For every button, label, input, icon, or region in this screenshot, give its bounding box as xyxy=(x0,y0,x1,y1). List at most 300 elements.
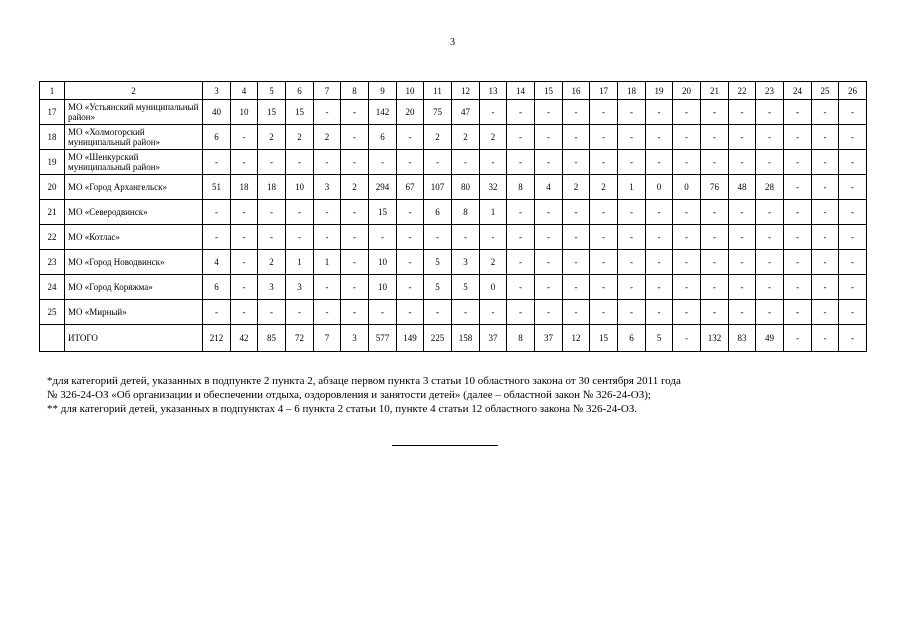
table-row xyxy=(40,125,867,150)
table-cell: 6 xyxy=(369,125,397,150)
table-cell: - xyxy=(397,275,424,300)
table-cell: - xyxy=(701,125,729,150)
column-header: 5 xyxy=(258,82,286,100)
table-cell: - xyxy=(535,250,563,275)
row-number: 20 xyxy=(40,175,65,200)
table-cell: - xyxy=(563,275,590,300)
table-cell: 6 xyxy=(203,275,231,300)
table-cell: 37 xyxy=(535,325,563,352)
table-cell: 1 xyxy=(618,175,646,200)
table-cell: 40 xyxy=(203,100,231,125)
table-cell: 0 xyxy=(646,175,673,200)
table-cell: 2 xyxy=(590,175,618,200)
signature-line xyxy=(392,445,498,446)
table-cell: - xyxy=(341,125,369,150)
table-cell: 42 xyxy=(231,325,258,352)
table-cell: - xyxy=(646,300,673,325)
table-cell: 8 xyxy=(507,325,535,352)
table-cell: - xyxy=(784,250,812,275)
table-cell: - xyxy=(673,250,701,275)
row-number: 17 xyxy=(40,100,65,125)
table-cell: 51 xyxy=(203,175,231,200)
table-cell: - xyxy=(286,225,314,250)
table-cell: 7 xyxy=(314,325,341,352)
table-cell: 6 xyxy=(203,125,231,150)
table-cell: - xyxy=(784,300,812,325)
table-row xyxy=(40,250,867,275)
table-cell: 3 xyxy=(452,250,480,275)
table-cell: 577 xyxy=(369,325,397,352)
column-header: 19 xyxy=(646,82,673,100)
table-cell: - xyxy=(812,150,839,175)
table-cell: 2 xyxy=(424,125,452,150)
table-cell: - xyxy=(812,100,839,125)
table-cell: - xyxy=(590,275,618,300)
table-cell: - xyxy=(756,150,784,175)
table-cell: 10 xyxy=(369,250,397,275)
column-header: 9 xyxy=(369,82,397,100)
table-cell: - xyxy=(812,300,839,325)
table-cell: - xyxy=(618,100,646,125)
table-cell: - xyxy=(729,300,756,325)
table-cell: - xyxy=(314,300,341,325)
table-cell: - xyxy=(701,225,729,250)
table-cell: - xyxy=(784,175,812,200)
table-cell: 10 xyxy=(286,175,314,200)
table-cell: 28 xyxy=(756,175,784,200)
table-cell: - xyxy=(369,225,397,250)
table-cell: - xyxy=(590,100,618,125)
column-header: 3 xyxy=(203,82,231,100)
table-cell: - xyxy=(784,275,812,300)
table-cell: - xyxy=(646,100,673,125)
table-cell: - xyxy=(839,275,867,300)
table-cell: 149 xyxy=(397,325,424,352)
column-header: 15 xyxy=(535,82,563,100)
table-cell: - xyxy=(701,300,729,325)
column-header: 24 xyxy=(784,82,812,100)
statistics-table xyxy=(39,81,867,352)
table-cell: - xyxy=(397,250,424,275)
table-cell: - xyxy=(618,275,646,300)
table-cell: - xyxy=(729,150,756,175)
table-cell: - xyxy=(756,225,784,250)
table-cell: - xyxy=(729,275,756,300)
municipality-name: МО «Мирный» xyxy=(65,300,203,325)
table-cell: - xyxy=(756,125,784,150)
column-header: 22 xyxy=(729,82,756,100)
table-cell: - xyxy=(258,150,286,175)
table-cell: 2 xyxy=(258,250,286,275)
table-cell: 158 xyxy=(452,325,480,352)
row-number: 23 xyxy=(40,250,65,275)
table-cell: 10 xyxy=(231,100,258,125)
table-cell: - xyxy=(231,300,258,325)
column-header: 7 xyxy=(314,82,341,100)
table-cell: - xyxy=(673,325,701,352)
table-cell: - xyxy=(452,225,480,250)
page-number: 3 xyxy=(450,37,455,48)
column-header: 4 xyxy=(231,82,258,100)
table-cell: 20 xyxy=(397,100,424,125)
table-cell: - xyxy=(286,300,314,325)
column-header: 6 xyxy=(286,82,314,100)
table-cell: 8 xyxy=(452,200,480,225)
table-cell: 15 xyxy=(258,100,286,125)
table-cell: - xyxy=(812,175,839,200)
table-cell: - xyxy=(729,250,756,275)
table-cell: - xyxy=(701,100,729,125)
column-header: 10 xyxy=(397,82,424,100)
table-cell: - xyxy=(535,275,563,300)
table-cell: - xyxy=(618,300,646,325)
table-cell: - xyxy=(258,225,286,250)
table-cell: - xyxy=(673,225,701,250)
table-cell: 5 xyxy=(424,275,452,300)
column-header: 11 xyxy=(424,82,452,100)
table-cell: - xyxy=(839,175,867,200)
table-cell: - xyxy=(397,150,424,175)
footnote-line: № 326-24-ОЗ «Об организации и обеспечении отдыха, оздоровления и занятости детей» (далее – областной закон № 326-24-ОЗ); xyxy=(47,389,651,401)
table-cell: 1 xyxy=(480,200,507,225)
table-cell: - xyxy=(507,275,535,300)
table-cell: - xyxy=(507,100,535,125)
table-cell: - xyxy=(424,225,452,250)
table-cell: 15 xyxy=(590,325,618,352)
table-cell: - xyxy=(729,100,756,125)
table-cell: 47 xyxy=(452,100,480,125)
table-cell: - xyxy=(369,300,397,325)
table-cell: 0 xyxy=(480,275,507,300)
table-cell: - xyxy=(673,125,701,150)
table-row xyxy=(40,175,867,200)
table-cell: 2 xyxy=(258,125,286,150)
table-cell: - xyxy=(452,150,480,175)
table-cell: 3 xyxy=(341,325,369,352)
footnote-line: ** для категорий детей, указанных в подпунктах 4 – 6 пункта 2 статьи 10, пункте 4 статьи 12 областного закона № 326-24-ОЗ. xyxy=(47,403,638,415)
table-cell: - xyxy=(590,250,618,275)
table-cell: - xyxy=(756,200,784,225)
table-cell: - xyxy=(424,150,452,175)
table-cell: - xyxy=(839,325,867,352)
table-cell: - xyxy=(452,300,480,325)
table-cell: 80 xyxy=(452,175,480,200)
table-row xyxy=(40,300,867,325)
table-cell: - xyxy=(341,250,369,275)
table-cell: - xyxy=(314,275,341,300)
row-number: 22 xyxy=(40,225,65,250)
table-cell: - xyxy=(729,225,756,250)
column-header: 1 xyxy=(40,82,65,100)
table-cell: - xyxy=(729,125,756,150)
table-cell: - xyxy=(507,250,535,275)
column-header: 26 xyxy=(839,82,867,100)
table-cell: - xyxy=(203,150,231,175)
table-cell: - xyxy=(701,275,729,300)
table-cell: 32 xyxy=(480,175,507,200)
table-cell: - xyxy=(563,200,590,225)
table-cell: - xyxy=(507,150,535,175)
table-cell: 2 xyxy=(563,175,590,200)
table-cell: - xyxy=(590,300,618,325)
table-cell: - xyxy=(701,150,729,175)
column-header: 23 xyxy=(756,82,784,100)
table-cell: - xyxy=(839,125,867,150)
column-header: 12 xyxy=(452,82,480,100)
table-cell: 72 xyxy=(286,325,314,352)
table-cell: - xyxy=(646,275,673,300)
table-cell: - xyxy=(258,300,286,325)
column-header: 16 xyxy=(563,82,590,100)
table-cell: - xyxy=(507,200,535,225)
table-cell: - xyxy=(756,100,784,125)
municipality-name: МО «Город Архангельск» xyxy=(65,175,203,200)
table-cell: - xyxy=(535,125,563,150)
table-cell: - xyxy=(784,150,812,175)
table-cell: - xyxy=(673,300,701,325)
table-cell: 6 xyxy=(424,200,452,225)
row-number: 18 xyxy=(40,125,65,150)
table-cell: - xyxy=(231,150,258,175)
table-cell: 75 xyxy=(424,100,452,125)
table-cell: - xyxy=(590,200,618,225)
table-cell: - xyxy=(701,250,729,275)
row-number: 24 xyxy=(40,275,65,300)
table-cell: - xyxy=(812,225,839,250)
table-cell: - xyxy=(756,300,784,325)
table-cell: 5 xyxy=(646,325,673,352)
table-cell: - xyxy=(480,225,507,250)
table-cell: - xyxy=(563,100,590,125)
table-cell: - xyxy=(784,100,812,125)
row-number: 25 xyxy=(40,300,65,325)
table-cell: - xyxy=(535,225,563,250)
table-cell: - xyxy=(618,150,646,175)
table-cell: - xyxy=(839,300,867,325)
table-cell: - xyxy=(784,200,812,225)
table-cell: 3 xyxy=(258,275,286,300)
table-cell: 1 xyxy=(286,250,314,275)
table-cell: - xyxy=(839,200,867,225)
municipality-name: МО «Город Коряжма» xyxy=(65,275,203,300)
table-cell: - xyxy=(839,225,867,250)
table-cell: - xyxy=(314,225,341,250)
table-cell: 294 xyxy=(369,175,397,200)
table-cell: - xyxy=(618,250,646,275)
table-cell: - xyxy=(673,150,701,175)
table-cell: - xyxy=(480,150,507,175)
column-header: 2 xyxy=(65,82,203,100)
column-header: 17 xyxy=(590,82,618,100)
table-cell: - xyxy=(480,100,507,125)
table-cell: - xyxy=(563,300,590,325)
table-cell: 85 xyxy=(258,325,286,352)
table-cell: - xyxy=(784,325,812,352)
table-cell: 4 xyxy=(535,175,563,200)
row-number: 21 xyxy=(40,200,65,225)
table-cell: - xyxy=(258,200,286,225)
table-cell: - xyxy=(341,300,369,325)
table-cell: - xyxy=(535,200,563,225)
table-cell: 76 xyxy=(701,175,729,200)
column-header: 13 xyxy=(480,82,507,100)
table-row xyxy=(40,225,867,250)
table-cell: - xyxy=(563,250,590,275)
table-cell: 10 xyxy=(369,275,397,300)
table-cell: - xyxy=(203,300,231,325)
table-cell: - xyxy=(535,100,563,125)
table-cell: 212 xyxy=(203,325,231,352)
table-cell: 142 xyxy=(369,100,397,125)
table-cell: - xyxy=(729,200,756,225)
table-cell: - xyxy=(231,250,258,275)
table-cell: 132 xyxy=(701,325,729,352)
table-cell: 5 xyxy=(452,275,480,300)
table-cell: - xyxy=(231,275,258,300)
table-cell: - xyxy=(618,200,646,225)
table-cell: 18 xyxy=(258,175,286,200)
table-cell: 2 xyxy=(314,125,341,150)
table-cell: - xyxy=(590,125,618,150)
table-cell: 8 xyxy=(507,175,535,200)
table-cell: - xyxy=(618,125,646,150)
table-cell: - xyxy=(590,150,618,175)
footnote-line: *для категорий детей, указанных в подпункте 2 пункта 2, абзаце первом пункта 3 статьи 10 областного закона от 30 сентября 2011 года xyxy=(47,375,681,387)
table-cell: - xyxy=(646,225,673,250)
table-cell: - xyxy=(646,150,673,175)
table-cell: 48 xyxy=(729,175,756,200)
total-row xyxy=(40,325,867,352)
table-cell: - xyxy=(563,150,590,175)
table-cell: - xyxy=(369,150,397,175)
table-cell: - xyxy=(397,200,424,225)
table-cell: 2 xyxy=(286,125,314,150)
header-row xyxy=(40,82,867,100)
table-cell: - xyxy=(563,225,590,250)
table-row xyxy=(40,275,867,300)
table-cell: 49 xyxy=(756,325,784,352)
table-cell: - xyxy=(507,225,535,250)
table-cell: - xyxy=(784,225,812,250)
table-cell: - xyxy=(397,225,424,250)
table-cell: - xyxy=(563,125,590,150)
table-cell: - xyxy=(341,150,369,175)
table-cell: - xyxy=(535,300,563,325)
table-cell: 15 xyxy=(369,200,397,225)
table-cell: - xyxy=(673,200,701,225)
column-header: 21 xyxy=(701,82,729,100)
table-cell: 15 xyxy=(286,100,314,125)
table-cell: - xyxy=(701,200,729,225)
table-cell: 18 xyxy=(231,175,258,200)
table-cell: - xyxy=(812,125,839,150)
municipality-name: МО «Шенкурский муниципальный район» xyxy=(65,150,203,175)
column-header: 14 xyxy=(507,82,535,100)
table-cell: - xyxy=(646,125,673,150)
table-cell: 2 xyxy=(480,125,507,150)
table-cell: - xyxy=(341,225,369,250)
table-cell: - xyxy=(756,275,784,300)
table-cell: - xyxy=(839,250,867,275)
column-header: 25 xyxy=(812,82,839,100)
table-cell: - xyxy=(341,275,369,300)
table-cell: - xyxy=(590,225,618,250)
table-cell: 107 xyxy=(424,175,452,200)
table-cell: - xyxy=(756,250,784,275)
column-header: 20 xyxy=(673,82,701,100)
table-cell: - xyxy=(646,250,673,275)
table-cell: 12 xyxy=(563,325,590,352)
table-cell: - xyxy=(341,100,369,125)
municipality-name: МО «Город Новодвинск» xyxy=(65,250,203,275)
table-cell: - xyxy=(507,125,535,150)
table-cell: 4 xyxy=(203,250,231,275)
municipality-name: МО «Северодвинск» xyxy=(65,200,203,225)
table-cell: - xyxy=(784,125,812,150)
table-cell: - xyxy=(397,125,424,150)
municipality-name: МО «Котлас» xyxy=(65,225,203,250)
table-cell: 37 xyxy=(480,325,507,352)
table-cell: - xyxy=(203,225,231,250)
column-header: 8 xyxy=(341,82,369,100)
footnotes xyxy=(47,374,847,416)
row-number: 19 xyxy=(40,150,65,175)
table-cell: - xyxy=(203,200,231,225)
table-cell: - xyxy=(839,100,867,125)
table-cell: - xyxy=(231,225,258,250)
table-cell: - xyxy=(397,300,424,325)
table-row xyxy=(40,150,867,175)
table-cell: 83 xyxy=(729,325,756,352)
table-cell: - xyxy=(673,100,701,125)
table-cell: 1 xyxy=(314,250,341,275)
table-cell: - xyxy=(286,150,314,175)
table-cell: - xyxy=(839,150,867,175)
column-header: 18 xyxy=(618,82,646,100)
table-cell: 2 xyxy=(452,125,480,150)
table-cell: - xyxy=(812,275,839,300)
table-cell: 225 xyxy=(424,325,452,352)
table-cell: - xyxy=(231,200,258,225)
table-cell: - xyxy=(480,300,507,325)
table-cell: - xyxy=(314,150,341,175)
table-cell: - xyxy=(812,200,839,225)
table-row xyxy=(40,100,867,125)
table-cell: 2 xyxy=(341,175,369,200)
table-cell: - xyxy=(535,150,563,175)
municipality-name: ИТОГО xyxy=(65,325,203,352)
table-cell: - xyxy=(507,300,535,325)
table-cell: 5 xyxy=(424,250,452,275)
table-cell: - xyxy=(314,100,341,125)
table-row xyxy=(40,200,867,225)
municipality-name: МО «Холмогорский муниципальный район» xyxy=(65,125,203,150)
table-cell: 0 xyxy=(673,175,701,200)
table-cell: - xyxy=(341,200,369,225)
municipality-name: МО «Устьянский муниципальный район» xyxy=(65,100,203,125)
table-cell: - xyxy=(286,200,314,225)
table-cell: 3 xyxy=(286,275,314,300)
table-cell: - xyxy=(812,325,839,352)
table-cell: - xyxy=(673,275,701,300)
table-cell: - xyxy=(424,300,452,325)
table-cell: 3 xyxy=(314,175,341,200)
table-cell: - xyxy=(812,250,839,275)
table-cell: - xyxy=(231,125,258,150)
table-cell: - xyxy=(618,225,646,250)
table-cell: - xyxy=(646,200,673,225)
row-number xyxy=(40,325,65,352)
